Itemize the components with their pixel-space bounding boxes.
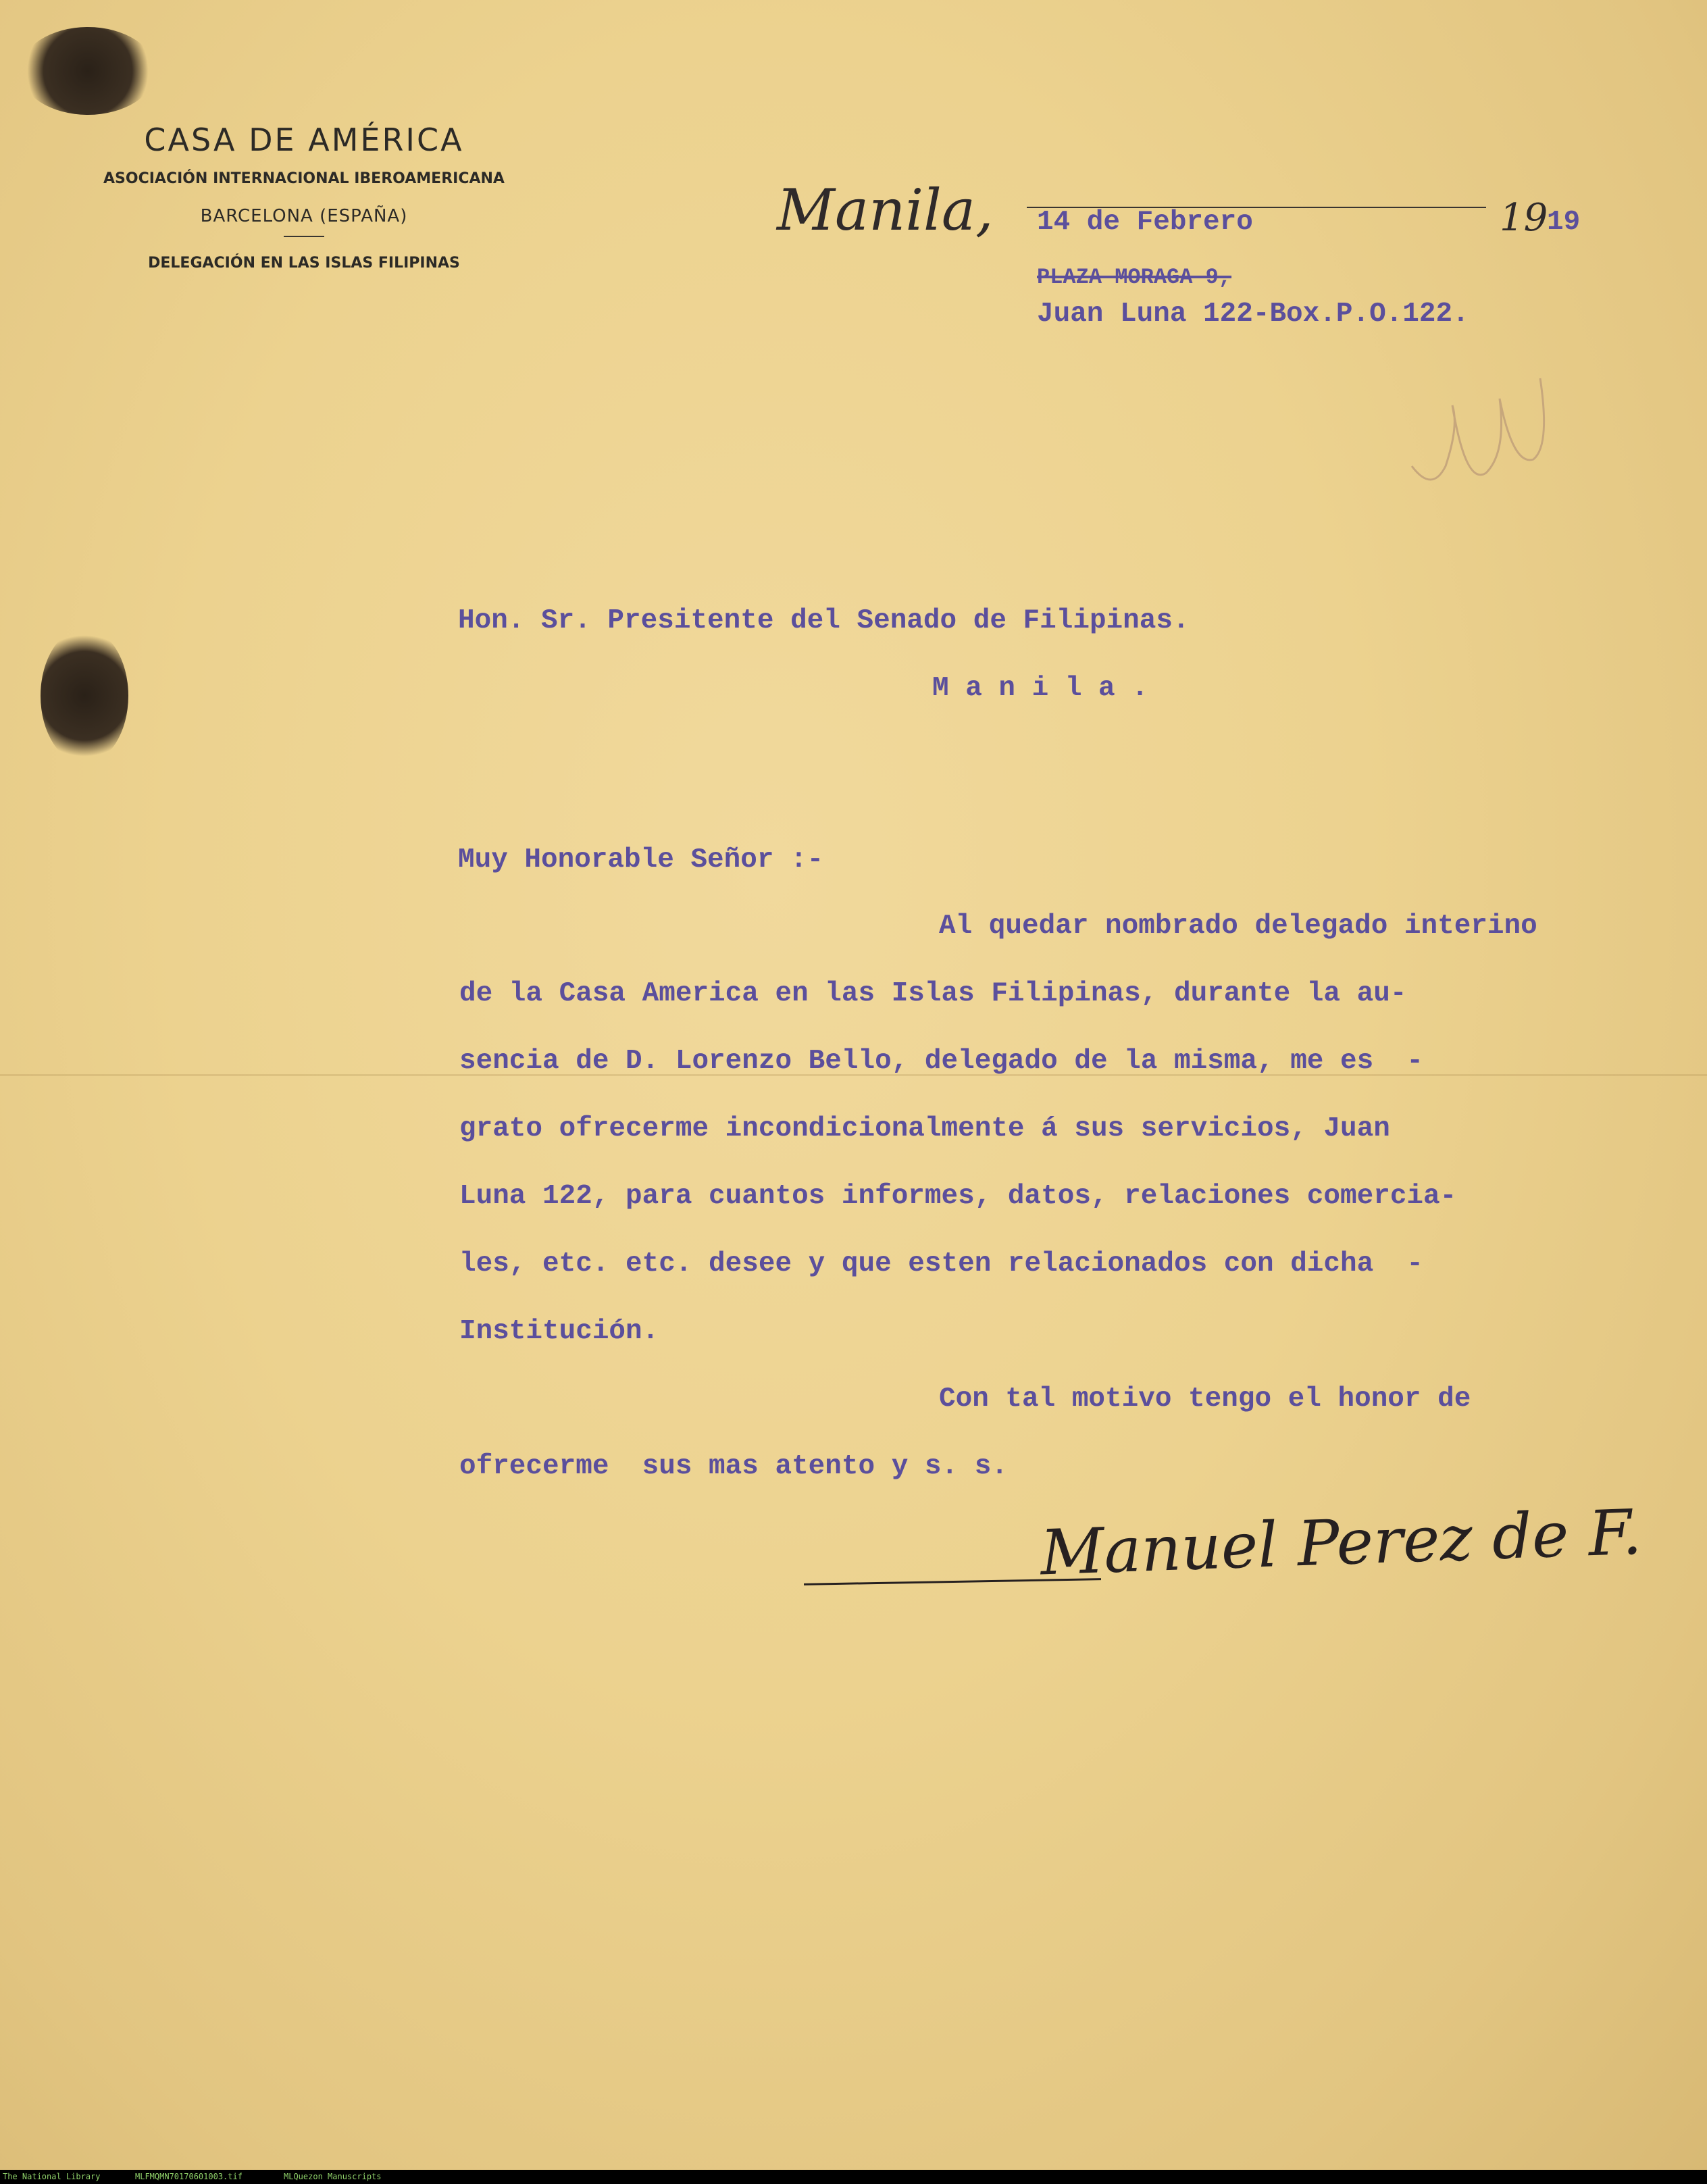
body-line-4: grato ofrecerme incondicionalmente á sus servicios, Juan — [459, 1113, 1390, 1144]
recipient-line-1: Hon. Sr. Presitente del Senado de Filipinas. — [458, 605, 1190, 636]
letterhead-city: BARCELONA (ESPAÑA) — [200, 206, 408, 226]
body-line-8: Con tal motivo tengo el honor de — [939, 1383, 1471, 1415]
signature: Manuel Perez de F. — [1039, 1496, 1643, 1590]
letterhead-delegation: DELEGACIÓN EN LAS ISLAS FILIPINAS — [148, 255, 460, 272]
footer-collection: MLQuezon Manuscripts — [284, 2172, 382, 2181]
footer-library: The National Library — [3, 2172, 101, 2181]
scan-footer — [0, 2170, 1707, 2184]
dateline-year-suffix: 19 — [1547, 207, 1581, 238]
body-line-1: Al quedar nombrado delegado interino — [939, 911, 1537, 942]
salutation: Muy Honorable Señor :- — [458, 844, 824, 875]
old-address: PLAZA MORAGA 9, — [1037, 265, 1232, 290]
body-line-3: sencia de D. Lorenzo Bello, delegado de la misma, me es - — [459, 1046, 1424, 1077]
body-line-5: Luna 122, para cuantos informes, datos, relaciones comercia- — [459, 1181, 1457, 1212]
body-line-2: de la Casa America en las Islas Filipinas, durante la au- — [459, 978, 1407, 1009]
recipient-line-2: M a n i l a . — [932, 673, 1148, 704]
body-line-9: ofrecerme sus mas atento y s. s. — [459, 1451, 1008, 1482]
letterhead — [101, 122, 507, 272]
footer-file: MLFMQMN70170601003.tif — [135, 2172, 243, 2181]
letterhead-title: CASA DE AMÉRICA — [144, 122, 464, 158]
address: Juan Luna 122-Box.P.O.122. — [1037, 299, 1469, 330]
dateline-place: Manila, — [777, 177, 994, 243]
ink-stain-top — [20, 27, 155, 115]
dateline-date: 14 de Febrero — [1037, 207, 1253, 238]
body-line-6: les, etc. etc. desee y que esten relacionados con dicha - — [459, 1248, 1424, 1279]
letterhead-divider — [284, 236, 324, 237]
body-line-7: Institución. — [459, 1316, 659, 1347]
ink-stain-left — [41, 628, 128, 763]
dateline-year-prefix: 19 — [1500, 196, 1548, 240]
letterhead-subtitle: ASOCIACIÓN INTERNACIONAL IBEROAMERICANA — [103, 170, 505, 187]
handwritten-mark — [1405, 365, 1554, 513]
